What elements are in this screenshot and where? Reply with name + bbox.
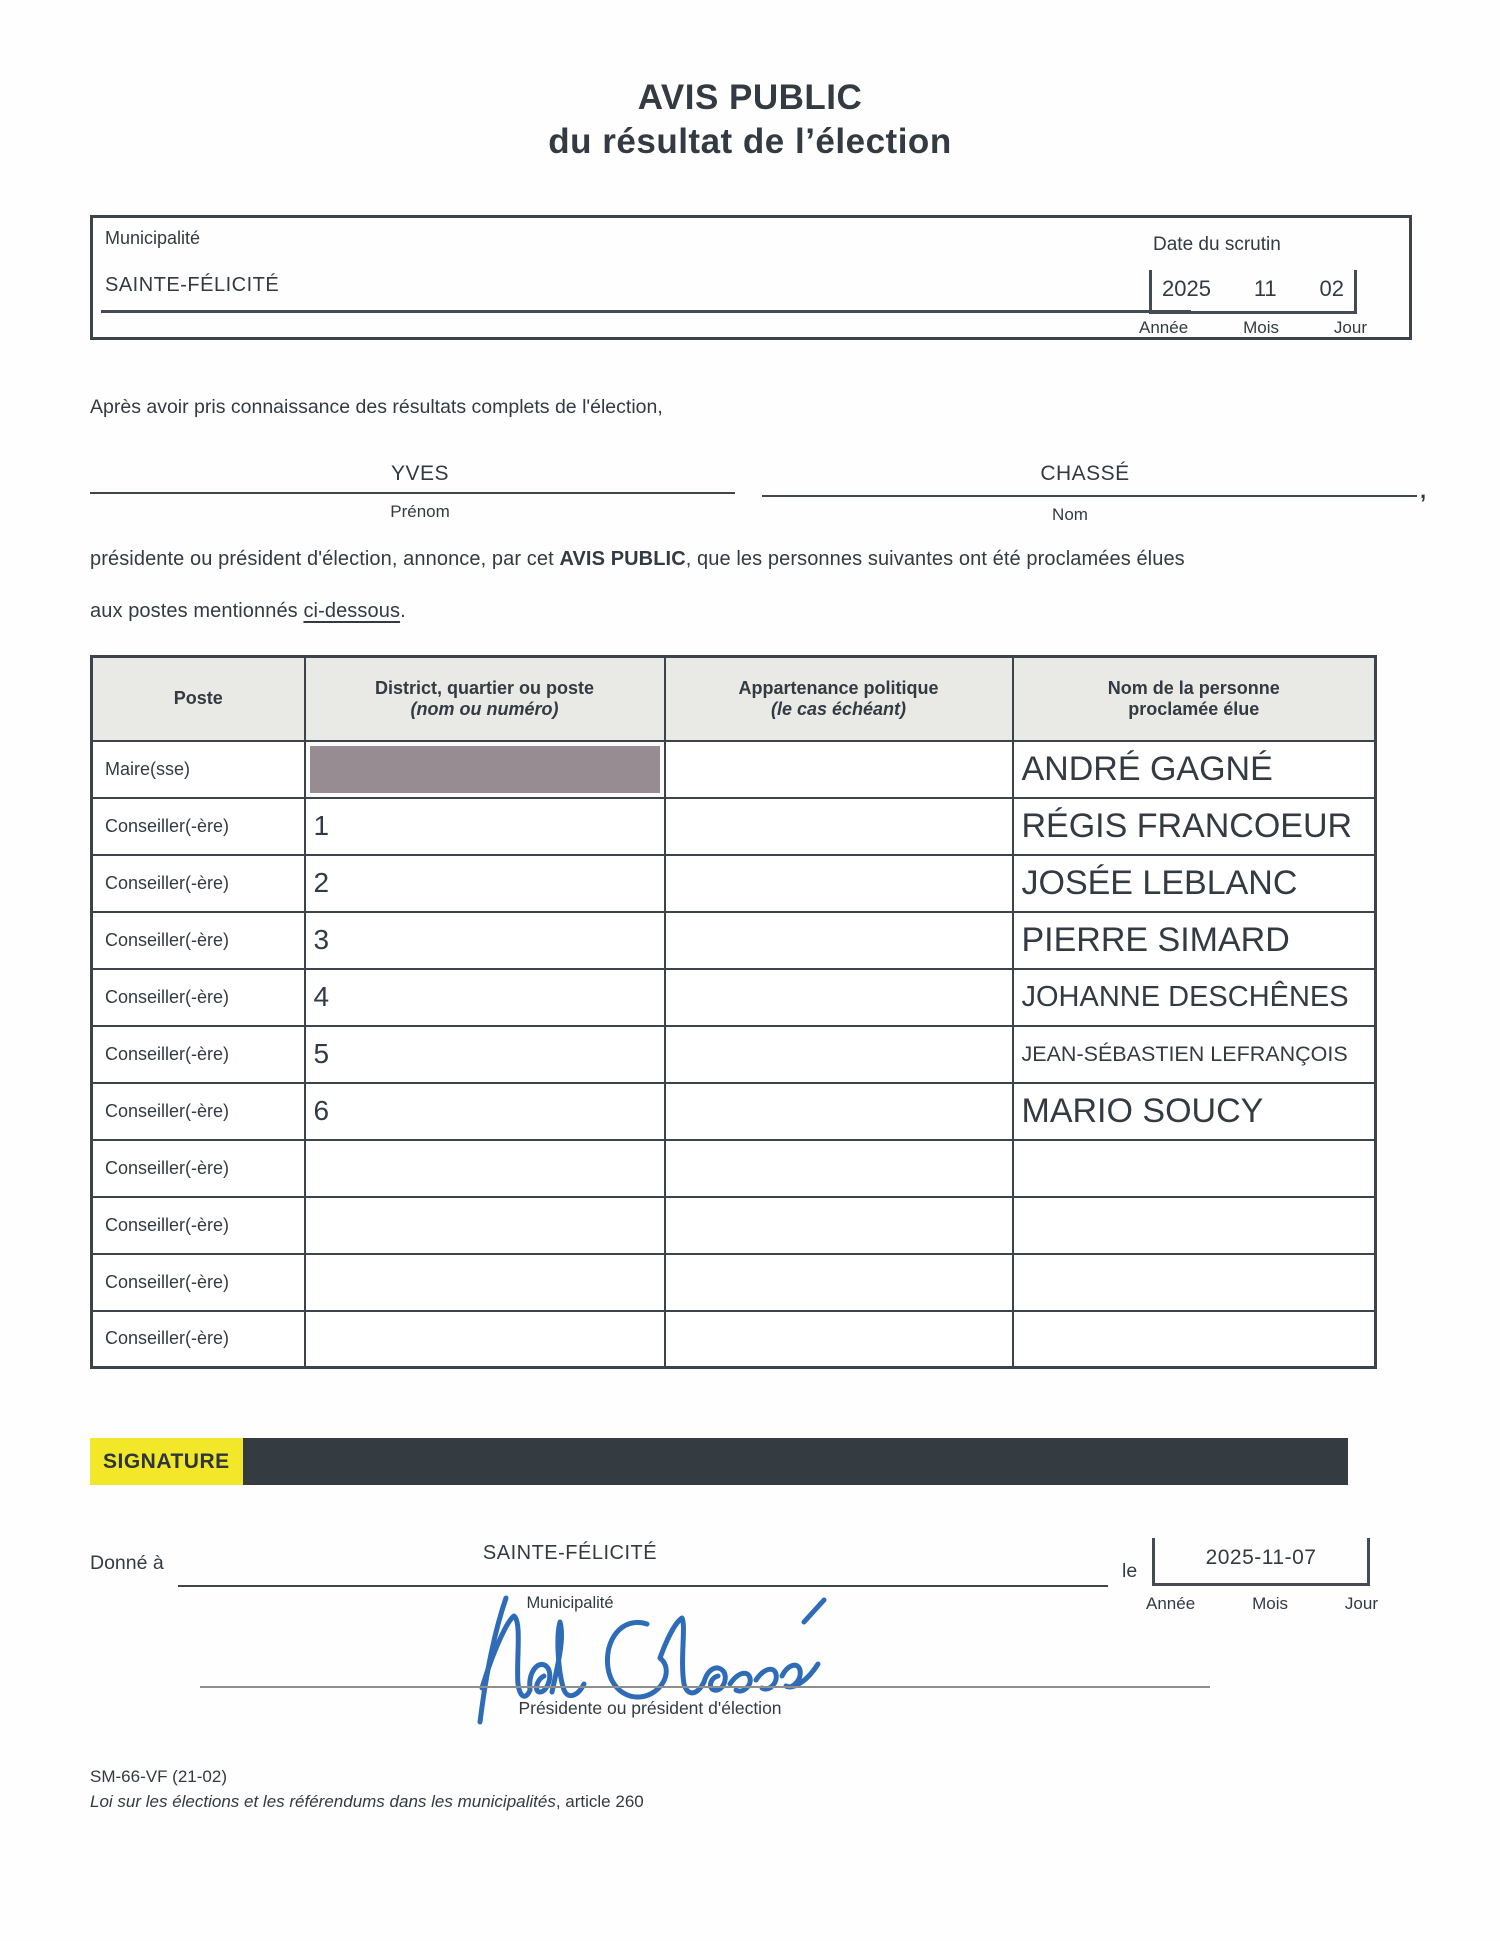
le-label: le	[1122, 1560, 1138, 1582]
poll-date-year: 2025	[1162, 276, 1211, 301]
first-name-underline	[90, 492, 735, 494]
table-row	[92, 855, 1376, 912]
elected-name-cell: JOSÉE LEBLANC	[1013, 855, 1376, 912]
year-label: Année	[1139, 318, 1189, 337]
party-cell	[665, 912, 1013, 969]
header-text: Nom de la personne	[1107, 677, 1280, 698]
header-text: District, quartier ou poste	[374, 677, 595, 698]
header-poste	[92, 657, 305, 741]
header-subtext: proclamée élue	[1128, 698, 1260, 719]
month-label: Mois	[1243, 318, 1279, 337]
announcement-text: présidente ou président d'élection, annonce, par cet	[90, 548, 560, 570]
header-text: Poste	[173, 688, 223, 709]
announcement-bold-text: AVIS PUBLIC	[559, 548, 686, 570]
party-cell	[665, 1254, 1013, 1311]
district-cell: 1	[305, 798, 665, 855]
president-last-name: CHASSÉ	[1040, 462, 1130, 485]
poste-cell: Conseiller(-ère)	[92, 1026, 305, 1083]
district-cell	[305, 1140, 665, 1197]
announcement-paragraph	[90, 548, 1420, 623]
municipality-value: SAINTE-FÉLICITÉ	[105, 274, 280, 296]
day-label: Jour	[1344, 1594, 1378, 1613]
page-title-line2: du résultat de l’élection	[548, 122, 952, 161]
party-cell	[665, 1311, 1013, 1368]
poste-cell: Conseiller(-ère)	[92, 969, 305, 1026]
elected-name-cell: JOHANNE DESCHÊNES	[1013, 969, 1376, 1026]
intro-paragraph: Après avoir pris connaissance des résultats complets de l'élection,	[90, 396, 663, 418]
header-subtext: (le cas échéant)	[770, 698, 907, 719]
announcement-text: , que les personnes suivantes ont été proclamées élues	[685, 548, 1185, 570]
party-cell	[665, 969, 1013, 1026]
table-row	[92, 1083, 1376, 1140]
district-cell	[305, 1311, 665, 1368]
poll-date-field	[1149, 270, 1357, 314]
law-title: Loi sur les élections et les référendums dans les municipalités	[90, 1792, 556, 1811]
signature-underline	[200, 1686, 1210, 1688]
signature-banner	[90, 1438, 1348, 1485]
table-header-row	[92, 657, 1376, 741]
signature-banner-bar	[243, 1438, 1348, 1485]
poste-cell: Conseiller(-ère)	[92, 855, 305, 912]
poll-date-label: Date du scrutin	[1153, 234, 1281, 255]
president-first-name: YVES	[390, 462, 450, 485]
signature-role-label: Présidente ou président d'élection	[518, 1698, 782, 1718]
party-cell	[665, 798, 1013, 855]
elected-name-cell	[1013, 1254, 1376, 1311]
elected-name-cell: ANDRÉ GAGNÉ	[1013, 741, 1376, 798]
day-label: Jour	[1333, 318, 1367, 337]
table-row	[92, 1026, 1376, 1083]
poll-date-sublabels	[1139, 318, 1367, 338]
party-cell	[665, 741, 1013, 798]
table-row	[92, 798, 1376, 855]
municipality-underline	[101, 310, 1191, 313]
table-row	[92, 969, 1376, 1026]
results-table	[90, 655, 1377, 1369]
elected-name-cell: RÉGIS FRANCOEUR	[1013, 798, 1376, 855]
announcement-line2	[90, 600, 1420, 623]
first-name-label: Prénom	[390, 502, 450, 521]
table-row	[92, 1254, 1376, 1311]
given-at-underline	[178, 1585, 1108, 1587]
table-row	[92, 1311, 1376, 1368]
announcement-text: aux postes mentionnés	[90, 600, 304, 622]
header-subtext: (nom ou numéro)	[410, 698, 559, 719]
given-at-municipality-label: Municipalité	[526, 1594, 614, 1612]
law-reference	[90, 1789, 644, 1814]
poll-date-day: 02	[1319, 276, 1344, 301]
district-cell-shaded	[305, 741, 665, 798]
header-party	[665, 657, 1013, 741]
elected-name-cell	[1013, 1197, 1376, 1254]
table-row	[92, 1140, 1376, 1197]
party-cell	[665, 1197, 1013, 1254]
month-label: Mois	[1252, 1594, 1288, 1613]
table-row	[92, 1197, 1376, 1254]
header-district	[305, 657, 665, 741]
party-cell	[665, 1083, 1013, 1140]
elected-name-cell: JEAN-SÉBASTIEN LEFRANÇOIS	[1013, 1026, 1376, 1083]
poste-cell: Conseiller(-ère)	[92, 1254, 305, 1311]
page-title-line1: AVIS PUBLIC	[637, 78, 863, 117]
given-at-label: Donné à	[90, 1552, 164, 1574]
elected-name-cell: MARIO SOUCY	[1013, 1083, 1376, 1140]
party-cell	[665, 1026, 1013, 1083]
district-cell: 3	[305, 912, 665, 969]
signature-banner-label: SIGNATURE	[90, 1438, 243, 1485]
elected-name-cell	[1013, 1140, 1376, 1197]
party-cell	[665, 1140, 1013, 1197]
last-name-underline	[762, 495, 1417, 497]
municipality-label: Municipalité	[105, 228, 201, 248]
announcement-line1	[90, 548, 1420, 571]
page-title	[0, 76, 1500, 164]
last-name-label: Nom	[1052, 505, 1088, 524]
party-cell	[665, 855, 1013, 912]
district-cell	[305, 1197, 665, 1254]
elected-name-cell	[1013, 1311, 1376, 1368]
form-number: SM-66-VF (21-02)	[90, 1767, 227, 1786]
elected-name-cell: PIERRE SIMARD	[1013, 912, 1376, 969]
poste-cell: Conseiller(-ère)	[92, 1140, 305, 1197]
footer	[90, 1764, 644, 1814]
table-row	[92, 912, 1376, 969]
poll-date-month: 11	[1253, 276, 1277, 301]
given-at-municipality-value: SAINTE-FÉLICITÉ	[482, 1542, 658, 1564]
announcement-period: .	[400, 600, 406, 622]
law-article: , article 260	[555, 1792, 644, 1811]
year-label: Année	[1146, 1594, 1196, 1613]
municipality-box	[90, 215, 1412, 340]
header-name	[1013, 657, 1376, 741]
poste-cell: Maire(sse)	[92, 741, 305, 798]
district-cell: 2	[305, 855, 665, 912]
header-text: Appartenance politique	[738, 677, 939, 698]
given-date-sublabels	[1146, 1594, 1378, 1614]
given-date-field: 2025-11-07	[1152, 1538, 1370, 1586]
district-cell: 5	[305, 1026, 665, 1083]
table-row	[92, 741, 1376, 798]
poste-cell: Conseiller(-ère)	[92, 1197, 305, 1254]
poste-cell: Conseiller(-ère)	[92, 1311, 305, 1368]
trailing-comma: ,	[1420, 478, 1427, 503]
district-cell	[305, 1254, 665, 1311]
announcement-underlined-text: ci-dessous	[303, 600, 401, 622]
poste-cell: Conseiller(-ère)	[92, 1083, 305, 1140]
district-cell: 6	[305, 1083, 665, 1140]
poste-cell: Conseiller(-ère)	[92, 912, 305, 969]
poste-cell: Conseiller(-ère)	[92, 798, 305, 855]
district-cell: 4	[305, 969, 665, 1026]
